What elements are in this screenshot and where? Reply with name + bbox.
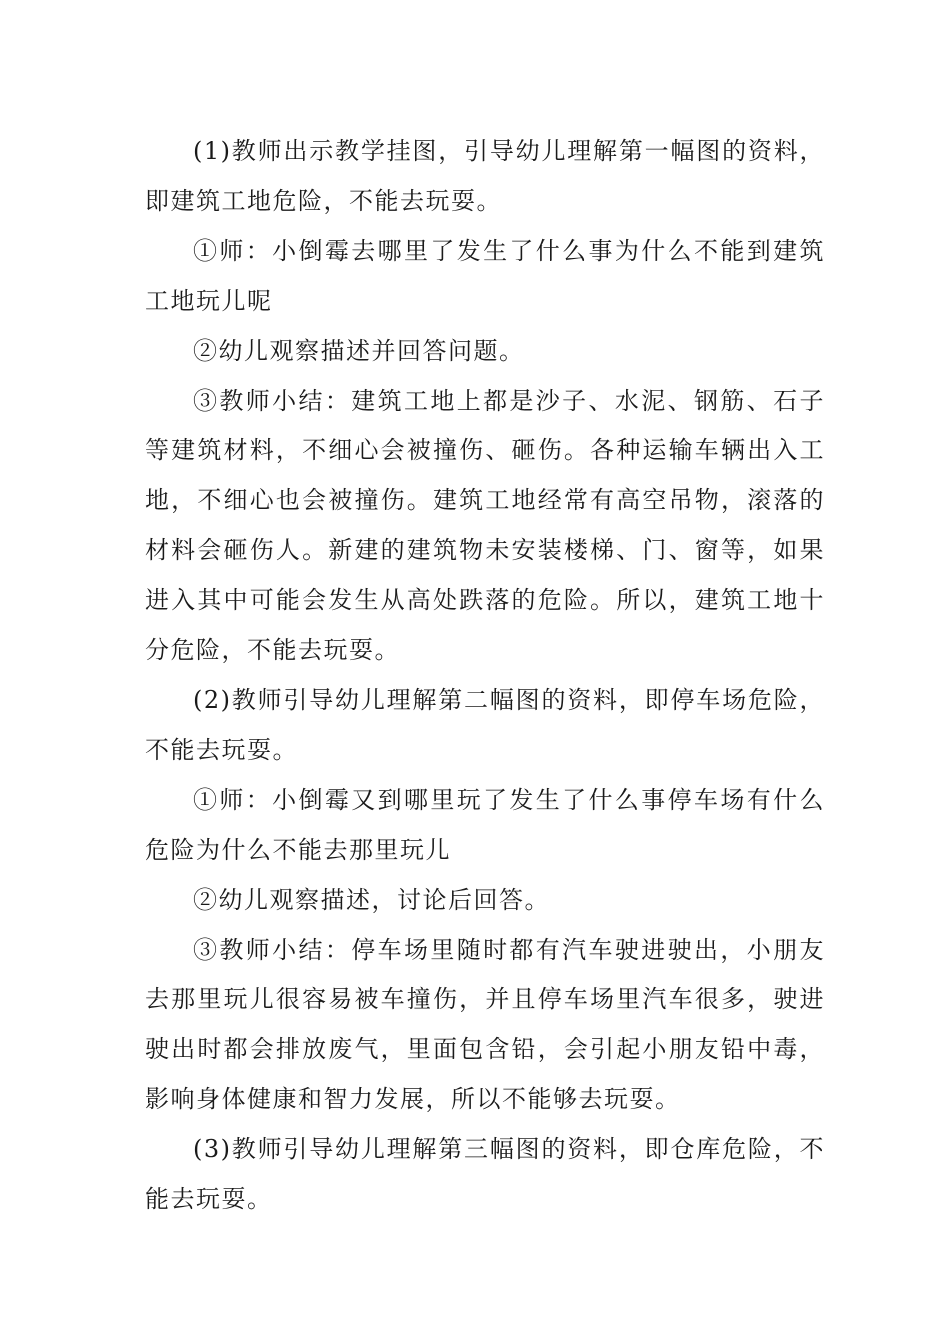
paragraph-3: ②幼儿观察描述并回答问题。 <box>193 336 525 365</box>
paragraph-2: ①师：小倒霉去哪里了发生了什么事为什么不能到建筑工地玩儿呢 <box>145 236 825 315</box>
paragraph-9: (3)教师引导幼儿理解第三幅图的资料，即仓库危险，不能去玩耍。 <box>145 1135 825 1214</box>
paragraph-5: (2)教师引导幼儿理解第二幅图的资料，即停车场危险，不能去玩耍。 <box>145 685 825 764</box>
paragraph-4: ③教师小结：建筑工地上都是沙子、水泥、钢筋、石子等建筑材料，不细心会被撞伤、砸伤。各种运输车辆出入工地，不细心也会被撞伤。建筑工地经常有高空吊物，滚落的材料会砸伤人。新建的建筑物未安装楼梯、门、窗等，如果进入其中可能会发生从高处跌落的危险。所以，建筑工地十分危险，不能去玩耍。 <box>145 386 825 665</box>
paragraph-7: ②幼儿观察描述，讨论后回答。 <box>193 885 550 914</box>
paragraph-1: (1)教师出示教学挂图，引导幼儿理解第一幅图的资料，即建筑工地危险，不能去玩耍。 <box>145 137 825 215</box>
body-text <box>145 127 825 1225</box>
paragraph-8: ③教师小结：停车场里随时都有汽车驶进驶出，小朋友去那里玩儿很容易被车撞伤，并且停车场里汽车很多，驶进驶出时都会排放废气，里面包含铅，会引起小朋友铅中毒，影响身体健康和智力发展，所以不能够去玩耍。 <box>145 935 825 1114</box>
paragraph-6: ①师：小倒霉又到哪里玩了发生了什么事停车场有什么危险为什么不能去那里玩儿 <box>145 785 825 864</box>
